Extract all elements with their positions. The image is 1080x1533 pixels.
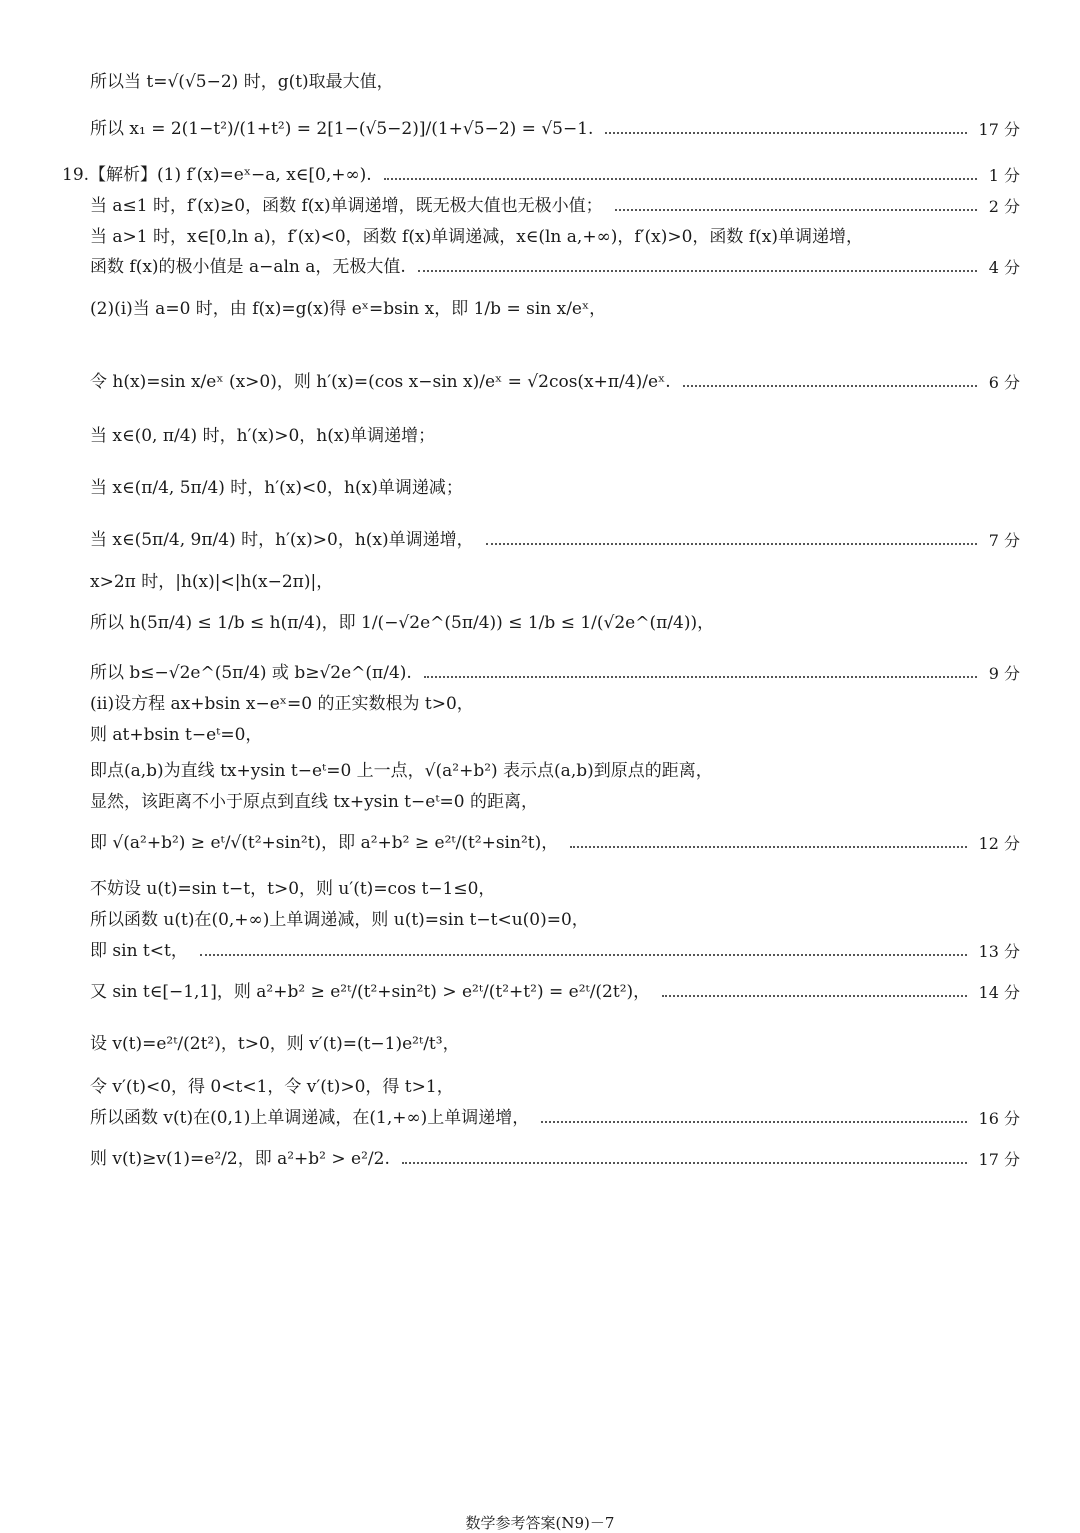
leader-dots <box>424 676 977 678</box>
line-text: 即 √(a²+b²) ≥ eᵗ/√(t²+sin²t)，即 a²+b² ≥ e²ᵗ/(t²+sin²t)， <box>90 833 559 853</box>
line-text: 即 sin t<t， <box>90 941 188 961</box>
score-label: 6 分 <box>988 372 1020 392</box>
leader-dots <box>384 178 977 180</box>
leader-dots <box>418 270 977 272</box>
line-text: 又 sin t∈[−1,1]，则 a²+b² ≥ e²ᵗ/(t²+sin²t) > e²ᵗ/(t²+t²) = e²ᵗ/(2t²)， <box>90 982 651 1002</box>
leader-dots <box>615 209 977 211</box>
solution-line <box>90 763 1020 780</box>
leader-dots <box>570 846 966 848</box>
line-text: 当 x∈(π/4, 5π/4) 时，h′(x)<0，h(x)单调递减； <box>90 478 463 498</box>
line-text: 所以 x₁ = 2(1−t²)/(1+t²) = 2[1−(√5−2)]/(1+√5−2) = √5−1. <box>90 119 594 139</box>
solution-line <box>90 665 1020 682</box>
line-text: 不妨设 u(t)=sin t−t，t>0，则 u′(t)=cos t−1≤0， <box>90 879 496 899</box>
solution-line <box>90 480 1020 497</box>
solution-line <box>90 696 1020 713</box>
line-text: x>2π 时，|h(x)|<|h(x−2π)|， <box>90 572 334 592</box>
line-text: 函数 f(x)的极小值是 a−aln a，无极大值. <box>90 257 406 277</box>
leader-dots <box>605 132 966 134</box>
solution-line <box>90 198 1020 215</box>
line-text: 当 a≤1 时，f′(x)≥0，函数 f(x)单调递增，既无极大值也无极小值； <box>90 196 603 216</box>
score-label: 17 分 <box>978 1149 1020 1169</box>
line-text: 当 x∈(0, π/4) 时，h′(x)>0，h(x)单调递增； <box>90 426 436 446</box>
line-text: 所以当 t=√(√5−2) 时，g(t)取最大值， <box>90 72 394 92</box>
line-text: 即点(a,b)为直线 tx+ysin t−eᵗ=0 上一点，√(a²+b²) 表示点(a,b)到原点的距离， <box>90 761 713 781</box>
leader-dots <box>200 954 967 956</box>
score-label: 7 分 <box>988 530 1020 550</box>
solution-line <box>90 727 1020 744</box>
line-text: 当 x∈(5π/4, 9π/4) 时，h′(x)>0，h(x)单调递增， <box>90 530 474 550</box>
solution-line <box>90 428 1020 445</box>
score-label: 1 分 <box>988 165 1020 185</box>
leader-dots <box>486 543 977 545</box>
solution-line <box>90 74 1020 91</box>
solution-line <box>90 1110 1020 1127</box>
solution-line <box>90 259 1020 276</box>
line-text: 令 v′(t)<0，得 0<t<1，令 v′(t)>0，得 t>1， <box>90 1077 454 1097</box>
score-label: 17 分 <box>978 119 1020 139</box>
solution-line <box>90 374 1020 391</box>
solution-line <box>90 1036 1020 1053</box>
solution-line <box>90 574 1020 591</box>
leader-dots <box>541 1121 966 1123</box>
leader-dots <box>662 995 966 997</box>
line-text: (2)(ⅰ)当 a=0 时，由 f(x)=g(x)得 eˣ=bsin x，即 1/b = sin x/eˣ， <box>90 299 607 319</box>
solution-line <box>90 615 1020 632</box>
leader-dots <box>683 385 977 387</box>
solution-line <box>90 943 1020 960</box>
line-text: 19.【解析】(1) f′(x)=eˣ−a, x∈[0,+∞). <box>62 165 372 185</box>
score-label: 14 分 <box>978 982 1020 1002</box>
line-text: 当 a>1 时，x∈[0,ln a)，f′(x)<0，函数 f(x)单调递减，x∈(ln a,+∞)，f′(x)>0，函数 f(x)单调递增， <box>90 227 863 247</box>
leader-dots <box>402 1162 967 1164</box>
line-text: 所以函数 u(t)在(0,+∞)上单调递减，则 u(t)=sin t−t<u(0)=0， <box>90 910 589 930</box>
line-text: 设 v(t)=e²ᵗ/(2t²)，t>0，则 v′(t)=(t−1)e²ᵗ/t³， <box>90 1034 460 1054</box>
solution-line <box>90 835 1020 852</box>
line-text: (ⅱ)设方程 ax+bsin x−eˣ=0 的正实数根为 t>0， <box>90 694 474 714</box>
line-text: 所以 h(5π/4) ≤ 1/b ≤ h(π/4)，即 1/(−√2e^(5π/4)) ≤ 1/b ≤ 1/(√2e^(π/4))， <box>90 613 715 633</box>
line-text: 所以 b≤−√2e^(5π/4) 或 b≥√2e^(π/4). <box>90 663 412 683</box>
solution-line <box>90 794 1020 811</box>
score-label: 12 分 <box>978 833 1020 853</box>
solution-line <box>90 984 1020 1001</box>
score-label: 13 分 <box>978 941 1020 961</box>
question-heading <box>62 167 1020 184</box>
score-label: 2 分 <box>988 196 1020 216</box>
solution-line <box>90 1079 1020 1096</box>
line-text: 则 at+bsin t−eᵗ=0， <box>90 725 263 745</box>
line-text: 则 v(t)≥v(1)=e²/2，即 a²+b² > e²/2. <box>90 1149 390 1169</box>
line-text: 显然，该距离不小于原点到直线 tx+ysin t−eᵗ=0 的距离， <box>90 792 538 812</box>
score-label: 9 分 <box>988 663 1020 683</box>
solution-line <box>90 301 1020 318</box>
score-label: 16 分 <box>978 1108 1020 1128</box>
line-text: 令 h(x)=sin x/eˣ (x>0)，则 h′(x)=(cos x−sin x)/eˣ = √2cos(x+π/4)/eˣ. <box>90 372 671 392</box>
solution-line <box>90 229 1020 246</box>
page-footer: 数学参考答案(N9)－7 <box>465 1514 615 1532</box>
score-label: 4 分 <box>988 257 1020 277</box>
solution-line <box>90 532 1020 549</box>
line-text: 所以函数 v(t)在(0,1)上单调递减，在(1,+∞)上单调递增， <box>90 1108 530 1128</box>
solution-line <box>90 121 1020 138</box>
solution-line <box>90 881 1020 898</box>
solution-line <box>90 912 1020 929</box>
solution-line <box>90 1151 1020 1168</box>
